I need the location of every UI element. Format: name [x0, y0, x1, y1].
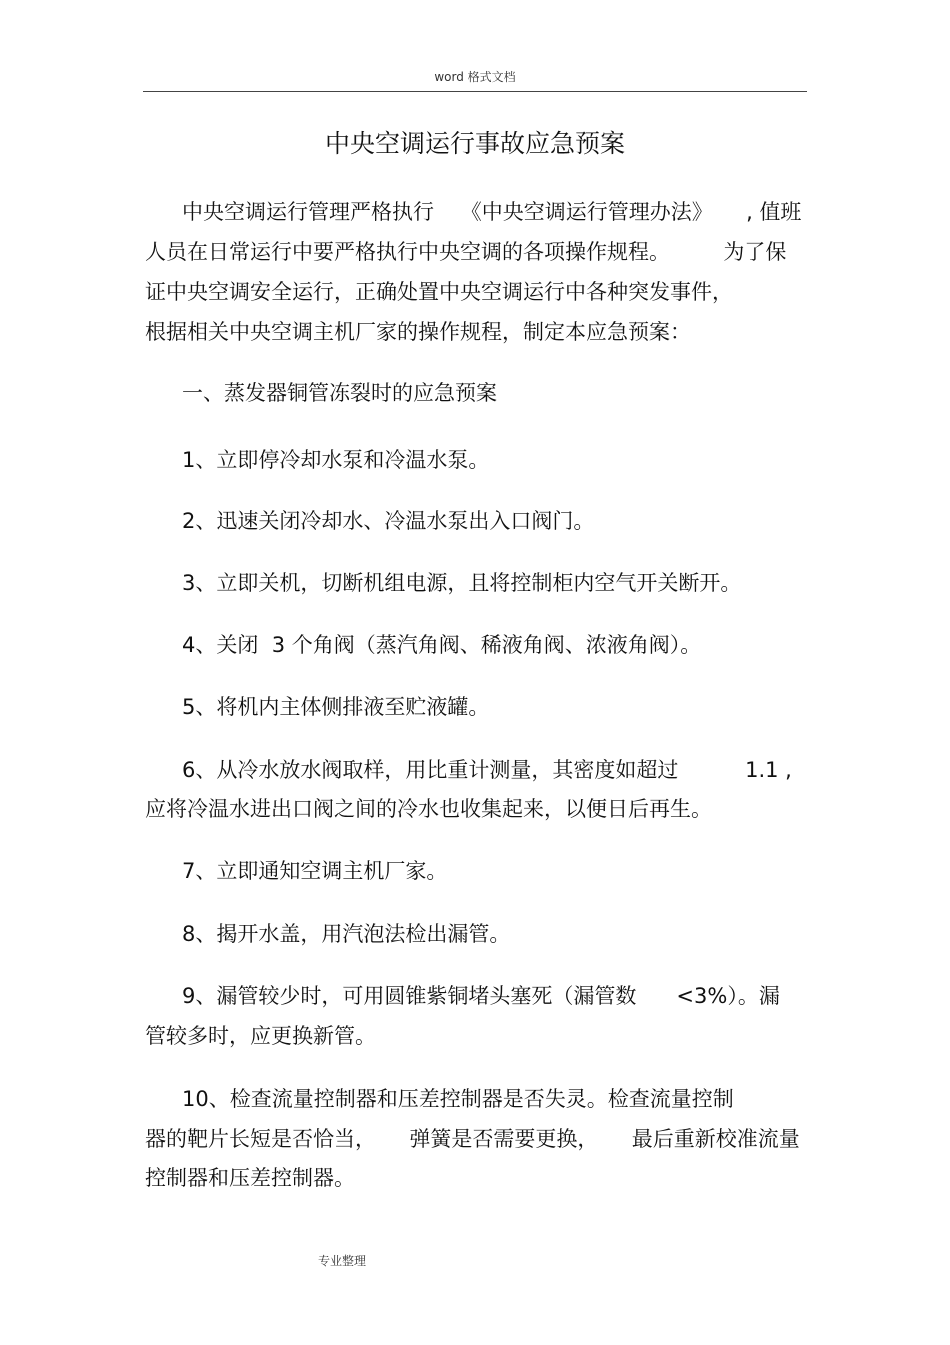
page-header: word 格式文档 [434, 70, 516, 84]
step-10: 10、检查流量控制器和压差控制器是否失灵。检查流量控制 [182, 1087, 734, 1111]
step-1: 1、立即停冷却水泵和冷温水泵。 [182, 448, 490, 472]
header-divider [143, 91, 807, 92]
step-9-continued: 管较多时，应更换新管。 [145, 1024, 376, 1048]
step-3: 3、立即关机，切断机组电源，且将控制柜内空气开关断开。 [182, 571, 742, 595]
document-title: 中央空调运行事故应急预案 [324, 129, 625, 158]
step-5: 5、将机内主体侧排液至贮液罐。 [182, 695, 490, 719]
section-heading: 一、蒸发器铜管冻裂时的应急预案 [182, 381, 497, 405]
step-7: 7、立即通知空调主机厂家。 [182, 859, 448, 883]
step-9: 9、漏管较少时，可用圆锥紫铜堵头塞死（漏管数 <3%）。漏 [182, 984, 780, 1008]
intro-line: 根据相关中央空调主机厂家的操作规程，制定本应急预案： [145, 320, 691, 344]
step-4: 4、关闭 3 个角阀（蒸汽角阀、稀液角阀、浓液角阀）。 [182, 633, 702, 657]
step-6-continued: 应将冷温水进出口阀之间的冷水也收集起来，以便日后再生。 [145, 797, 712, 821]
intro-line: 人员在日常运行中要严格执行中央空调的各项操作规程。 为了保 [145, 240, 787, 264]
page-footer: 专业整理 [318, 1254, 367, 1268]
step-8: 8、揭开水盖，用汽泡法检出漏管。 [182, 922, 511, 946]
intro-line: 中央空调运行管理严格执行 《中央空调运行管理办法》 , 值班 [182, 200, 802, 224]
step-2: 2、迅速关闭冷却水、冷温水泵出入口阀门。 [182, 509, 595, 533]
intro-line: 证中央空调安全运行，正确处置中央空调运行中各种突发事件， [145, 280, 733, 304]
step-10-continued: 器的靶片长短是否恰当， 弹簧是否需要更换， 最后重新校准流量 [145, 1127, 800, 1151]
step-6: 6、从冷水放水阀取样，用比重计测量，其密度如超过 1.1 , [182, 758, 792, 782]
step-10-continued: 控制器和压差控制器。 [145, 1166, 355, 1190]
